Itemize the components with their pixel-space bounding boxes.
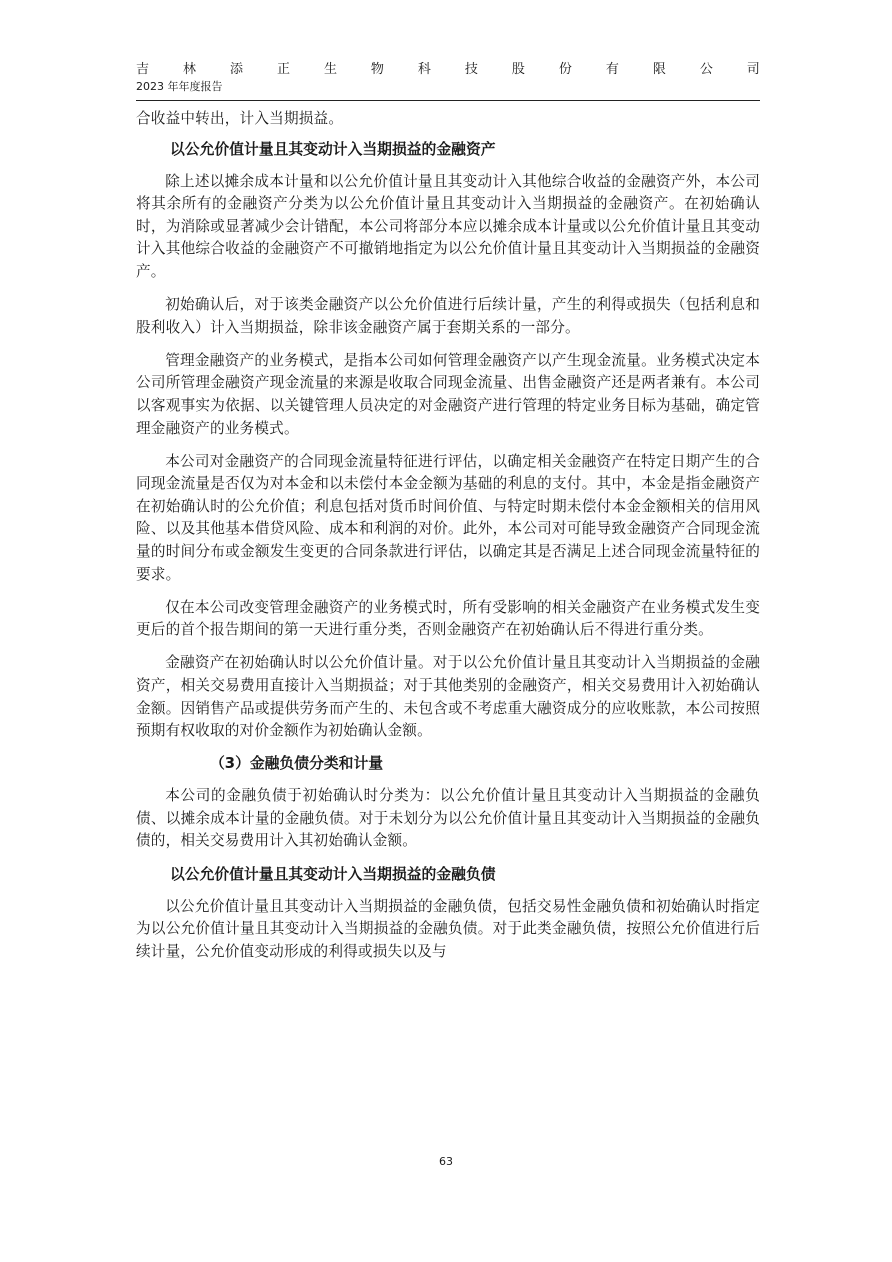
paragraph: 本公司对金融资产的合同现金流量特征进行评估，以确定相关金融资产在特定日期产生的合同现金流量是否仅为对本金和以未偿付本金金额为基础的利息的支付。其中，本金是指金融资产在初始确认时的公允价值；利息包括对货币时间价值、与特定时期未偿付本金金额相关的信用风险、以及其他基本借贷风险、成本和利润的对价。此外，本公司对可能导致金融资产合同现金流量的时间分布或金额发生变更的合同条款进行评估，以确定其是否满足上述合同现金流量特征的要求。	[136, 452, 760, 583]
document-body	[136, 108, 760, 974]
company-char: 份	[558, 62, 572, 77]
company-char: 正	[276, 62, 290, 77]
company-name	[136, 62, 760, 78]
paragraph: 初始确认后，对于该类金融资产以公允价值进行后续计量，产生的利得或损失（包括利息和股利收入）计入当期损益，除非该金融资产属于套期关系的一部分。	[136, 296, 760, 336]
company-char: 物	[370, 62, 384, 77]
company-char: 公	[699, 62, 713, 77]
section-heading: 以公允价值计量且其变动计入当期损益的金融资产	[170, 140, 496, 158]
company-char: 有	[605, 62, 619, 77]
page-number: 63	[439, 1155, 453, 1168]
company-char: 科	[417, 62, 431, 77]
paragraph: 合收益中转出，计入当期损益。	[136, 110, 344, 127]
company-char: 生	[323, 62, 337, 77]
company-char: 添	[229, 62, 243, 77]
company-char: 股	[511, 62, 525, 77]
company-char: 司	[746, 62, 760, 77]
paragraph: 仅在本公司改变管理金融资产的业务模式时，所有受影响的相关金融资产在业务模式发生变更后的首个报告期间的第一天进行重分类，否则金融资产在初始确认后不得进行重分类。	[136, 598, 760, 639]
paragraph: 金融资产在初始确认时以公允价值计量。对于以公允价值计量且其变动计入当期损益的金融资产，相关交易费用直接计入当期损益；对于其他类别的金融资产，相关交易费用计入初始确认金额。因销售产品或提供劳务而产生的、未包含或不考虑重大融资成分的应收账款，本公司按照预期有权收取的对价金额作为初始确认金额。	[136, 654, 760, 740]
page-header	[136, 62, 760, 94]
company-char: 限	[652, 62, 666, 77]
paragraph: 本公司的金融负债于初始确认时分类为：以公允价值计量且其变动计入当期损益的金融负债、以摊余成本计量的金融负债。对于未划分为以公允价值计量且其变动计入当期损益的金融负债的，相关交易费用计入其初始确认金额。	[136, 787, 760, 850]
paragraph: 管理金融资产的业务模式，是指本公司如何管理金融资产以产生现金流量。业务模式决定本公司所管理金融资产现金流量的来源是收取合同现金流量、出售金融资产还是两者兼有。本公司以客观事实为依据、以关键管理人员决定的对金融资产进行管理的特定业务目标为基础，确定管理金融资产的业务模式。	[136, 351, 760, 437]
report-year: 2023 年年度报告	[136, 80, 223, 93]
subsection-heading: （3）金融负债分类和计量	[210, 755, 384, 773]
paragraph: 除上述以摊余成本计量和以公允价值计量且其变动计入其他综合收益的金融资产外，本公司将其余所有的金融资产分类为以公允价值计量且其变动计入当期损益的金融资产。在初始确认时，为消除或显著减少会计错配，本公司将部分本应以摊余成本计量或以公允价值计量且其变动计入其他综合收益的金融资产不可撤销地指定为以公允价值计量且其变动计入当期损益的金融资产。	[136, 172, 760, 280]
company-char: 吉	[136, 62, 150, 77]
paragraph: 以公允价值计量且其变动计入当期损益的金融负债，包括交易性金融负债和初始确认时指定为以公允价值计量且其变动计入当期损益的金融负债。对于此类金融负债，按照公允价值进行后续计量，公允价值变动形成的利得或损失以及与	[136, 897, 760, 960]
header-divider	[136, 100, 760, 101]
section-heading: 以公允价值计量且其变动计入当期损益的金融负债	[170, 865, 496, 883]
company-char: 林	[182, 62, 196, 77]
company-char: 技	[464, 62, 478, 77]
